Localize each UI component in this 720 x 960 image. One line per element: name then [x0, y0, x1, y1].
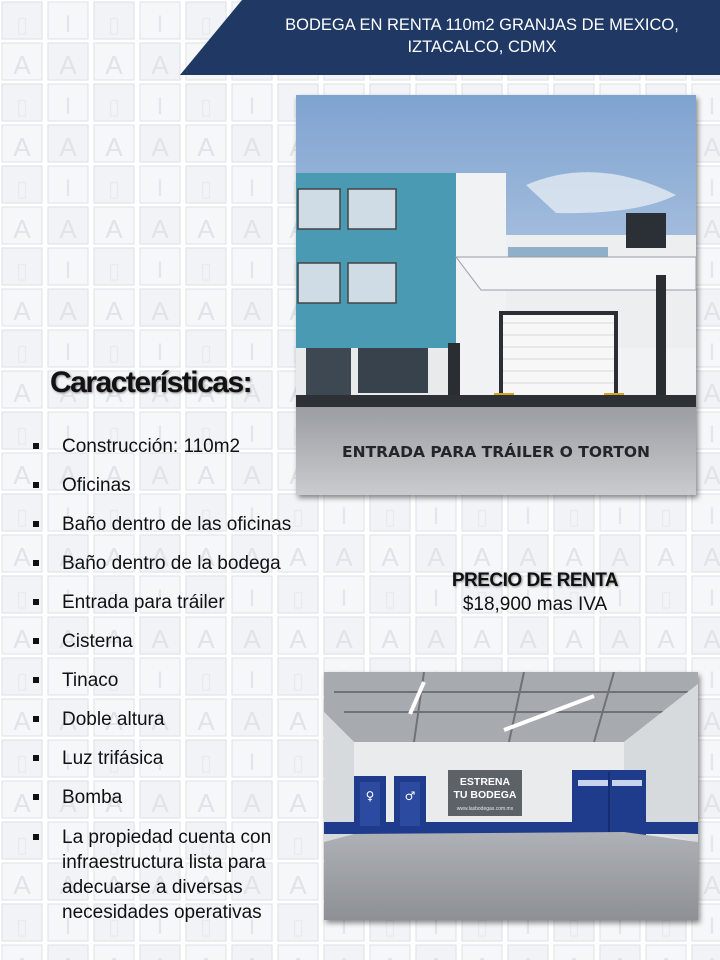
features-heading: Características: — [50, 366, 252, 399]
list-item: Oficinas — [30, 471, 322, 510]
bullet-icon — [33, 755, 39, 761]
bullet-icon — [33, 677, 39, 683]
interior-photo — [324, 672, 698, 920]
list-item: Construcción: 110m2 — [30, 432, 322, 471]
svg-text:♀: ♀ — [365, 789, 375, 803]
list-item: Baño dentro de la bodega — [30, 549, 322, 588]
bullet-icon — [33, 599, 39, 605]
bullet-icon — [33, 521, 39, 527]
list-item: Cisterna — [30, 627, 322, 666]
bullet-icon — [33, 560, 39, 566]
svg-text:www.lasbodegas.com.mx: www.lasbodegas.com.mx — [456, 806, 514, 812]
list-item: La propiedad cuenta con infraestructura lista para adecuarse a diversas necesidades operativas — [30, 822, 322, 925]
bullet-icon — [33, 482, 39, 488]
svg-text:ESTRENA: ESTRENA — [459, 776, 511, 788]
exterior-photo-caption: ENTRADA PARA TRÁILER O TORTON — [342, 443, 650, 461]
list-item: Entrada para tráiler — [30, 588, 322, 627]
price-block — [400, 570, 670, 616]
bullet-icon — [33, 638, 39, 644]
list-item: Bomba — [30, 783, 322, 822]
banner-title: BODEGA EN RENTA 110m2 GRANJAS DE MEXICO, IZTACALCO, CDMX — [285, 16, 679, 56]
bullet-icon — [33, 443, 39, 449]
exterior-photo — [296, 95, 696, 495]
list-item: Tinaco — [30, 666, 322, 705]
price-label: PRECIO DE RENTA — [451, 570, 619, 591]
list-item: Baño dentro de las oficinas — [30, 510, 322, 549]
price-value: $18,900 mas IVA — [462, 594, 608, 615]
svg-text:♂: ♂ — [404, 789, 416, 803]
title-banner — [180, 0, 720, 75]
bullet-icon — [33, 794, 39, 800]
bullet-icon — [33, 834, 39, 840]
features-list — [30, 432, 322, 925]
list-item: Luz trifásica — [30, 744, 322, 783]
list-item: Doble altura — [30, 705, 322, 744]
svg-text:TU BODEGA: TU BODEGA — [453, 789, 517, 801]
bullet-icon — [33, 716, 39, 722]
